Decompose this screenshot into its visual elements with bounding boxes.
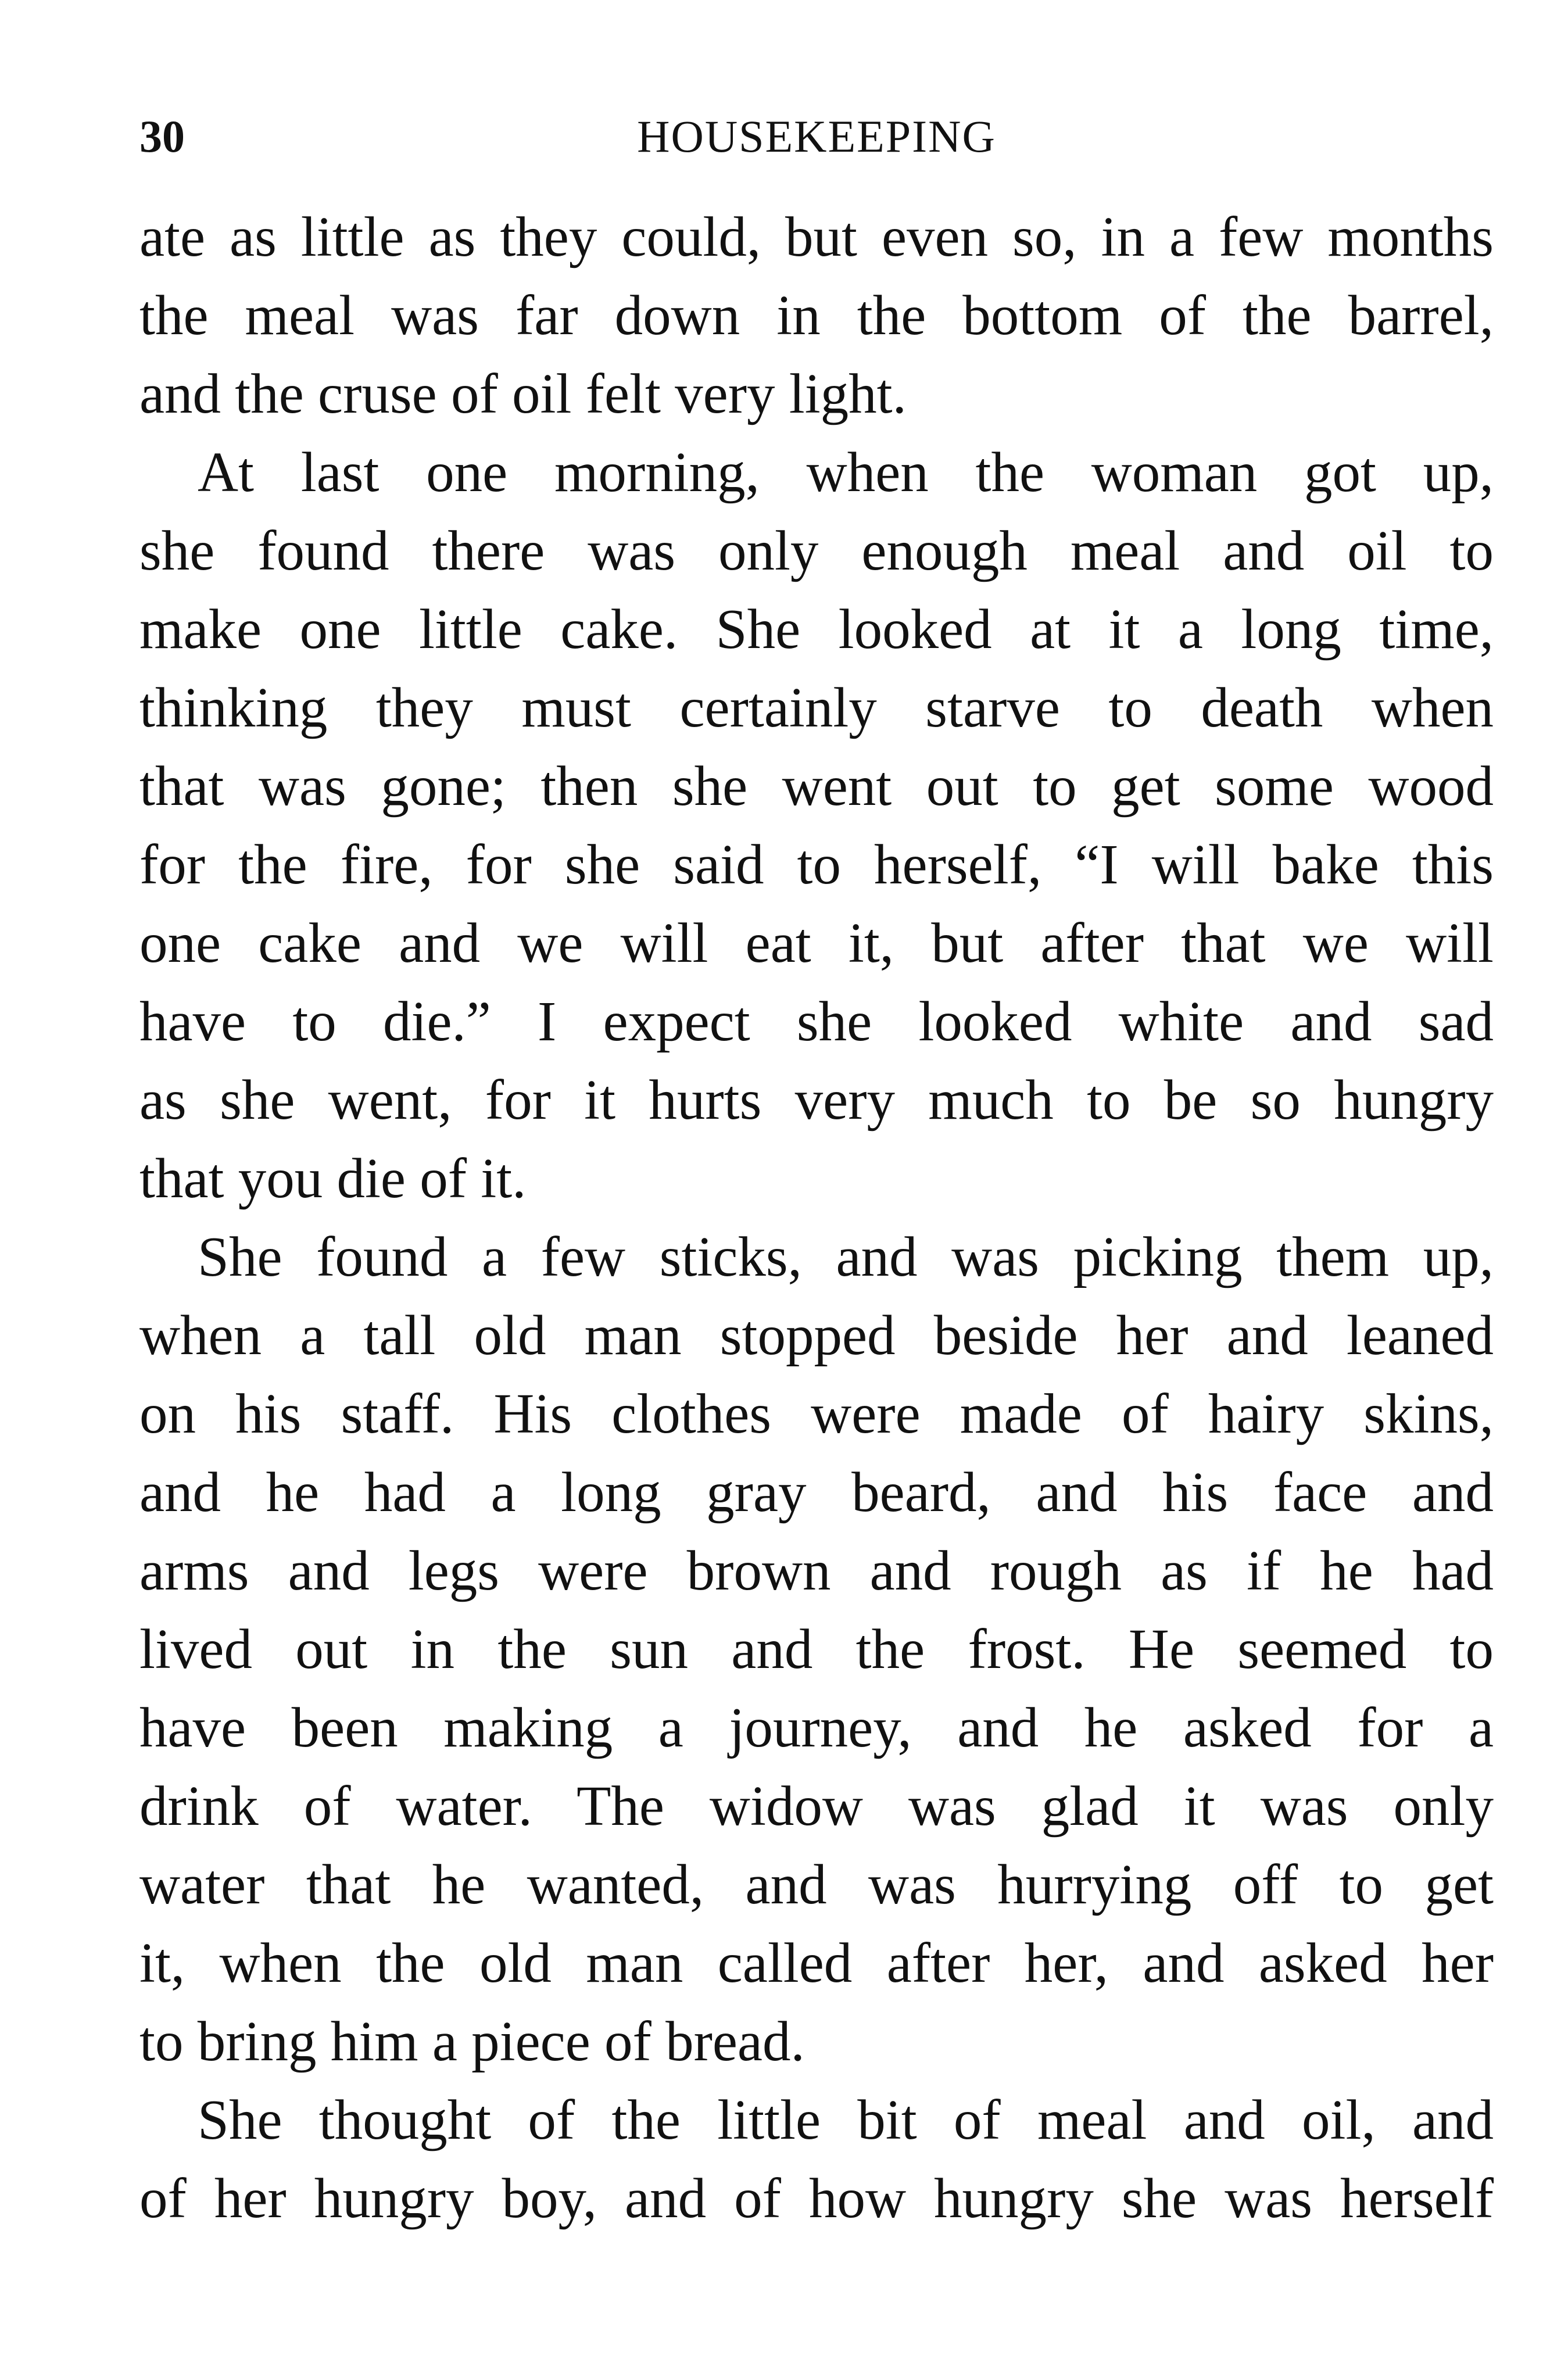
text-line: water that he wanted, and was hurrying off to get — [139, 1853, 1494, 1916]
text-line: it, when the old man called after her, and asked her — [139, 1932, 1494, 1994]
page-number: 30 — [139, 111, 185, 162]
text-line: as she went, for it hurts very much to be so hungry — [139, 1069, 1494, 1131]
text-line: of her hungry boy, and of how hungry she was herself — [139, 2167, 1494, 2229]
text-line: ate as little as they could, but even so, in a few months — [139, 206, 1494, 268]
text-line: the meal was far down in the bottom of the barrel, — [139, 284, 1494, 346]
text-line: to bring him a piece of bread. — [139, 2010, 805, 2072]
text-line: when a tall old man stopped beside her and leaned — [139, 1304, 1494, 1366]
text-line: arms and legs were brown and rough as if he had — [139, 1540, 1494, 1602]
text-line: one cake and we will eat it, but after that we will — [139, 912, 1494, 974]
text-line: drink of water. The widow was glad it was only — [139, 1775, 1494, 1837]
body-text — [139, 198, 1494, 2238]
text-line: she found there was only enough meal and oil to — [139, 520, 1494, 582]
text-line: have been making a journey, and he asked for a — [139, 1696, 1494, 1759]
text-line: and the cruse of oil felt very light. — [139, 363, 907, 425]
page-header — [139, 105, 1494, 169]
text-line: on his staff. His clothes were made of hairy skins, — [139, 1383, 1494, 1445]
text-line: make one little cake. She looked at it a long time, — [139, 598, 1494, 660]
text-line: At last one morning, when the woman got up, — [198, 441, 1494, 503]
text-line: She found a few sticks, and was picking them up, — [198, 1226, 1494, 1288]
running-head: HOUSEKEEPING — [637, 111, 996, 162]
text-line: and he had a long gray beard, and his face and — [139, 1461, 1494, 1523]
text-line: She thought of the little bit of meal and oil, and — [198, 2089, 1494, 2151]
text-line: that was gone; then she went out to get some wood — [139, 755, 1494, 817]
text-line: have to die.” I expect she looked white and sad — [139, 990, 1494, 1053]
text-line: that you die of it. — [139, 1147, 527, 1209]
text-line: lived out in the sun and the frost. He seemed to — [139, 1618, 1494, 1680]
text-line: thinking they must certainly starve to death when — [139, 676, 1494, 739]
text-line: for the fire, for she said to herself, “I will bake this — [139, 833, 1494, 896]
